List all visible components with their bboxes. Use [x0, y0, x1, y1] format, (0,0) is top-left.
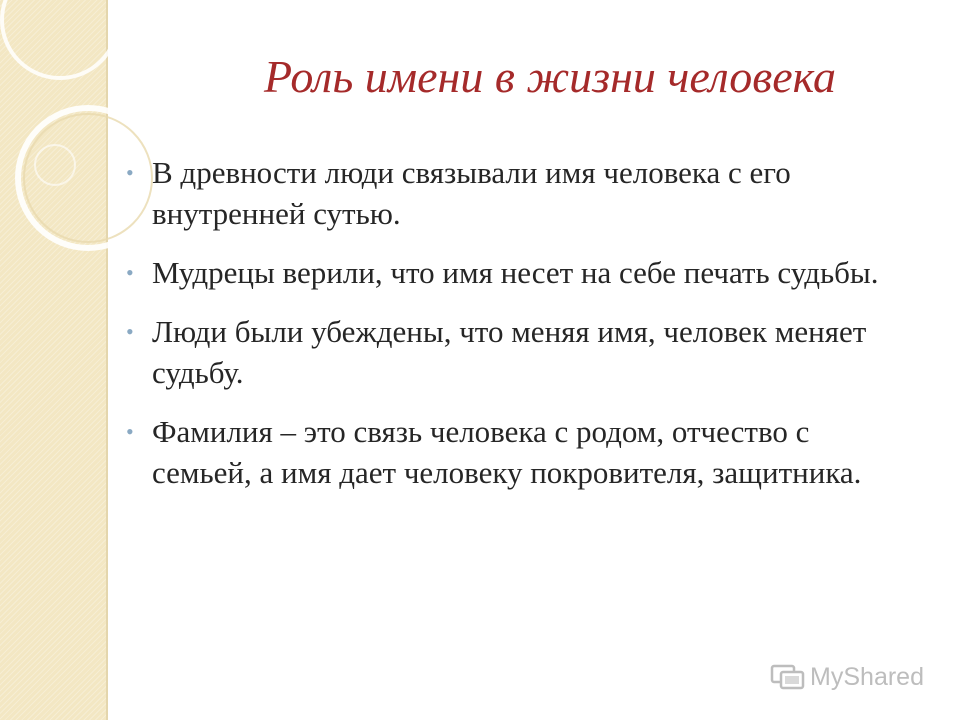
bullet-text: Люди были убеждены, что меняя имя, человек меняет судьбу. [152, 314, 867, 390]
bullet-item [122, 152, 892, 234]
bullet-item [122, 252, 892, 293]
myshared-logo-icon [770, 662, 806, 692]
bullet-dot-icon: • [126, 160, 134, 185]
bullet-dot-icon: • [126, 319, 134, 344]
watermark-text: MyShared [810, 662, 924, 691]
bullet-dot-icon: • [126, 419, 134, 444]
bullet-text: В древности люди связывали имя человека с его внутренней сутью. [152, 155, 791, 231]
myshared-watermark [770, 662, 924, 692]
bullet-list [122, 152, 892, 511]
bullet-text: Мудрецы верили, что имя несет на себе печать судьбы. [152, 255, 879, 290]
bullet-item [122, 311, 892, 393]
slide-title: Роль имени в жизни человека [264, 51, 836, 102]
bullet-dot-icon: • [126, 260, 134, 285]
bullet-text: Фамилия – это связь человека с родом, отчество с семьей, а имя дает человеку покровителя, защитника. [152, 414, 862, 490]
bullet-item [122, 411, 892, 493]
decorative-side-panel [0, 0, 108, 720]
